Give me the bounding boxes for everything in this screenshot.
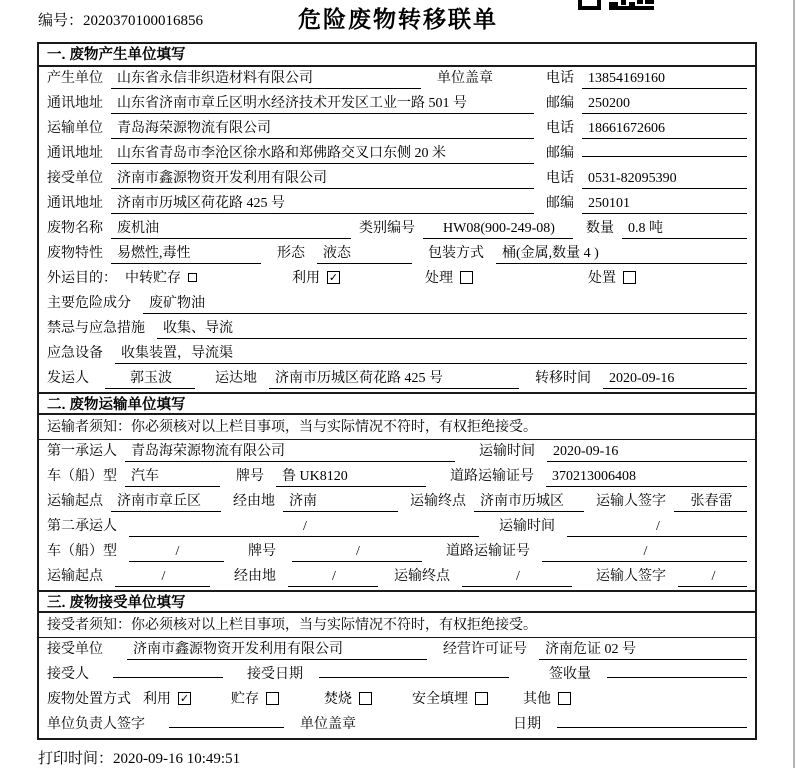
- row-producer-address: [39, 92, 755, 117]
- carrier-sign-value: 张春雷: [674, 490, 747, 512]
- producer-address-value: 山东省济南市章丘区明水经济技术开发区工业一路 501 号: [111, 92, 534, 114]
- checkbox-incinerate: [359, 692, 372, 705]
- carrier-sign-value: /: [678, 569, 747, 587]
- receive-unit-value: 济南市鑫源物资开发利用有限公司: [127, 638, 427, 660]
- checkbox-transfer-storage: [188, 273, 197, 282]
- address-label: 通讯地址: [47, 96, 103, 111]
- checkbox-treat: [460, 271, 473, 284]
- endpoint-value: /: [462, 569, 572, 587]
- destination-value: 济南市历城区荷花路 425 号: [269, 367, 519, 389]
- via-label: 经由地: [233, 494, 275, 509]
- row-vehicle-1: [39, 465, 755, 490]
- row-first-carrier: [39, 440, 755, 465]
- option-landfill: [412, 688, 488, 708]
- first-carrier-label: 第一承运人: [47, 444, 117, 459]
- checkbox-landfill: [475, 692, 488, 705]
- quantity-label: 数量: [586, 221, 614, 236]
- road-license-label: 道路运输证号: [450, 469, 534, 484]
- form-state-label: 形态: [277, 246, 305, 261]
- option-label: 处置: [588, 271, 616, 286]
- receive-date-value: [319, 676, 509, 678]
- plate-label: 牌号: [248, 544, 276, 559]
- endpoint-label: 运输终点: [410, 494, 466, 509]
- producer-unit-label: 产生单位: [47, 71, 103, 86]
- plate-label: 牌号: [236, 469, 264, 484]
- equipment-value: 收集装置，导流渠: [115, 342, 747, 364]
- vehicle-type-value: /: [129, 544, 224, 562]
- carrier-sign-label: 运输人签字: [596, 569, 666, 584]
- vehicle-type-value: 汽车: [125, 465, 220, 487]
- origin-value: 济南市章丘区: [111, 490, 221, 512]
- row-route-2: [39, 565, 755, 590]
- print-time-label: 打印时间：: [38, 751, 114, 767]
- receiver-phone-value: 0531-82095390: [582, 171, 747, 189]
- receiver-notice: 接受者须知：你必须核对以上栏目事项，当与实际情况不符时，有权拒绝接受。: [39, 613, 755, 638]
- zip-label: 邮编: [546, 196, 574, 211]
- checkbox-other: [558, 692, 571, 705]
- origin-label: 运输起点: [47, 569, 103, 584]
- checkbox-dispose: [623, 271, 636, 284]
- document-header: [0, 0, 796, 42]
- transporter-unit-value: 青岛海荣源物流有限公司: [111, 117, 534, 139]
- waste-traits-label: 废物特性: [47, 246, 103, 261]
- vehicle-type-label: 车（船）型: [47, 544, 117, 559]
- signed-quantity-value: [607, 676, 747, 678]
- business-license-value: 济南危证 02 号: [539, 638, 747, 660]
- first-carrier-value: 青岛海荣源物流有限公司: [125, 440, 455, 462]
- option-label: 其他: [523, 692, 551, 707]
- row-transporter-unit: [39, 117, 755, 142]
- destination-label: 运达地: [215, 371, 257, 386]
- plate-value: 鲁 UK8120: [276, 465, 426, 487]
- checkbox-utilize-checked: ✓: [179, 691, 190, 705]
- option-incinerate: [324, 688, 372, 708]
- dispatcher-label: 发运人: [47, 371, 89, 386]
- transporter-phone-value: 18661672606: [582, 121, 747, 139]
- option-store: [231, 688, 279, 708]
- section1-header: 一. 废物产生单位填写: [39, 44, 755, 67]
- print-time-value: 2020-09-16 10:49:51: [113, 751, 241, 767]
- producer-phone-value: 13854169160: [582, 71, 747, 89]
- zip-label: 邮编: [546, 96, 574, 111]
- road-license-value: /: [542, 544, 747, 562]
- phone-label: 电话: [546, 121, 574, 136]
- purpose-label: 外运目的：: [47, 271, 117, 286]
- section3-header: 三. 废物接受单位填写: [39, 590, 755, 613]
- receiver-unit-value: 济南市鑫源物资开发利用有限公司: [111, 167, 534, 189]
- road-license-label: 道路运输证号: [446, 544, 530, 559]
- signed-quantity-label: 签收量: [549, 667, 591, 682]
- producer-zip-value: 250200: [582, 96, 747, 114]
- unit-stamp-label: 单位盖章: [300, 717, 356, 732]
- option-treat: [425, 267, 473, 287]
- option-label: 贮存: [231, 692, 259, 707]
- transfer-time-value: 2020-09-16: [603, 371, 747, 389]
- packing-label: 包装方式: [428, 246, 484, 261]
- row-dispatcher: [39, 367, 755, 392]
- equipment-label: 应急设备: [47, 346, 103, 361]
- waste-traits-value: 易燃性,毒性: [111, 242, 261, 264]
- serial-label: 编号：: [38, 13, 84, 29]
- waste-name-value: 废机油: [111, 217, 351, 239]
- zip-label: 邮编: [546, 146, 574, 161]
- via-value: /: [288, 569, 378, 587]
- transport-time-label: 运输时间: [479, 444, 535, 459]
- row-emergency-equipment: [39, 342, 755, 367]
- receiver-address-value: 济南市历城区荷花路 425 号: [111, 192, 534, 214]
- row-receiver-unit: [39, 167, 755, 192]
- serial-value: 2020370100016856: [83, 13, 204, 29]
- waste-name-label: 废物名称: [47, 221, 103, 236]
- business-license-label: 经营许可证号: [443, 642, 527, 657]
- category-code-value: HW08(900-249-08): [423, 221, 573, 239]
- section2-header: 二. 废物运输单位填写: [39, 392, 755, 415]
- second-carrier-value: /: [129, 519, 479, 537]
- transporter-unit-label: 运输单位: [47, 121, 103, 136]
- endpoint-label: 运输终点: [394, 569, 450, 584]
- via-label: 经由地: [234, 569, 276, 584]
- option-label: 安全填埋: [412, 692, 468, 707]
- hazard-label: 主要危险成分: [47, 296, 131, 311]
- plate-value: /: [292, 544, 422, 562]
- checkbox-utilize-checked: ✓: [328, 270, 339, 284]
- carrier-sign-label: 运输人签字: [596, 494, 666, 509]
- qr-code-fragment: [578, 0, 656, 10]
- option-label: 处理: [425, 271, 453, 286]
- producer-unit-value: 山东省永信非织造材料有限公司: [111, 67, 421, 89]
- option-utilize: [292, 267, 340, 287]
- row-receive-unit: [39, 638, 755, 663]
- phone-label: 电话: [546, 71, 574, 86]
- row-taboo-measures: [39, 317, 755, 342]
- date-value: [557, 726, 747, 728]
- receive-person-label: 接受人: [47, 667, 89, 682]
- row-vehicle-2: [39, 540, 755, 565]
- receive-unit-label: 接受单位: [47, 642, 103, 657]
- packing-value: 桶(金属,数量 4 ): [496, 242, 747, 264]
- row-transporter-address: [39, 142, 755, 167]
- transport-time-value: /: [567, 519, 747, 537]
- transporter-notice: 运输者须知：你必须核对以上栏目事项，当与实际情况不符时，有权拒绝接受。: [39, 415, 755, 440]
- row-waste-traits: [39, 242, 755, 267]
- responsible-sign-value: [169, 726, 284, 728]
- row-responsible-signature: [39, 713, 755, 738]
- page-right-edge: [793, 0, 795, 768]
- receiver-unit-label: 接受单位: [47, 171, 103, 186]
- manifest-form: [37, 42, 757, 740]
- transporter-zip-value: [582, 155, 747, 157]
- row-producer-unit: [39, 67, 755, 92]
- origin-value: /: [115, 569, 210, 587]
- hazard-value: 废矿物油: [143, 292, 747, 314]
- road-license-value: 370213006408: [546, 469, 747, 487]
- row-receiver-address: [39, 192, 755, 217]
- receiver-zip-value: 250101: [582, 196, 747, 214]
- option-label: 利用: [143, 692, 171, 707]
- row-disposal-method: [39, 688, 755, 713]
- unit-stamp-label: 单位盖章: [437, 71, 493, 86]
- receive-person-value: [113, 676, 223, 678]
- phone-label: 电话: [546, 171, 574, 186]
- transport-time-value: 2020-09-16: [547, 444, 747, 462]
- date-label: 日期: [513, 717, 541, 732]
- address-label: 通讯地址: [47, 196, 103, 211]
- option-label: 利用: [292, 271, 320, 286]
- option-utilize: [143, 688, 191, 708]
- row-receive-person: [39, 663, 755, 688]
- vehicle-type-label: 车（船）型: [47, 469, 117, 484]
- dispatcher-value: 郭玉波: [105, 367, 195, 389]
- category-code-label: 类别编号: [359, 221, 415, 236]
- endpoint-value: 济南市历城区: [474, 490, 584, 512]
- print-time: [38, 747, 796, 768]
- via-value: 济南: [283, 490, 398, 512]
- page-title: 危险废物转移联单: [298, 6, 498, 32]
- quantity-value: 0.8 吨: [622, 217, 747, 239]
- taboo-value: 收集、导流: [157, 317, 747, 339]
- responsible-sign-label: 单位负责人签字: [47, 717, 145, 732]
- option-transfer-storage: [125, 267, 197, 287]
- receive-date-label: 接受日期: [247, 667, 303, 682]
- origin-label: 运输起点: [47, 494, 103, 509]
- transporter-address-value: 山东省青岛市李沧区徐水路和郑佛路交叉口东侧 20 米: [111, 142, 534, 164]
- option-dispose: [588, 267, 636, 287]
- row-second-carrier: [39, 515, 755, 540]
- transfer-time-label: 转移时间: [535, 371, 591, 386]
- row-route-1: [39, 490, 755, 515]
- transport-time-label: 运输时间: [499, 519, 555, 534]
- option-label: 中转贮存: [125, 271, 181, 286]
- row-transfer-purpose: [39, 267, 755, 292]
- taboo-label: 禁忌与应急措施: [47, 321, 145, 336]
- row-hazard-component: [39, 292, 755, 317]
- row-waste-name: [39, 217, 755, 242]
- second-carrier-label: 第二承运人: [47, 519, 117, 534]
- form-state-value: 液态: [317, 242, 412, 264]
- checkbox-store: [266, 692, 279, 705]
- option-label: 焚烧: [324, 692, 352, 707]
- address-label: 通讯地址: [47, 146, 103, 161]
- option-other: [523, 688, 571, 708]
- disposal-method-label: 废物处置方式: [47, 692, 131, 707]
